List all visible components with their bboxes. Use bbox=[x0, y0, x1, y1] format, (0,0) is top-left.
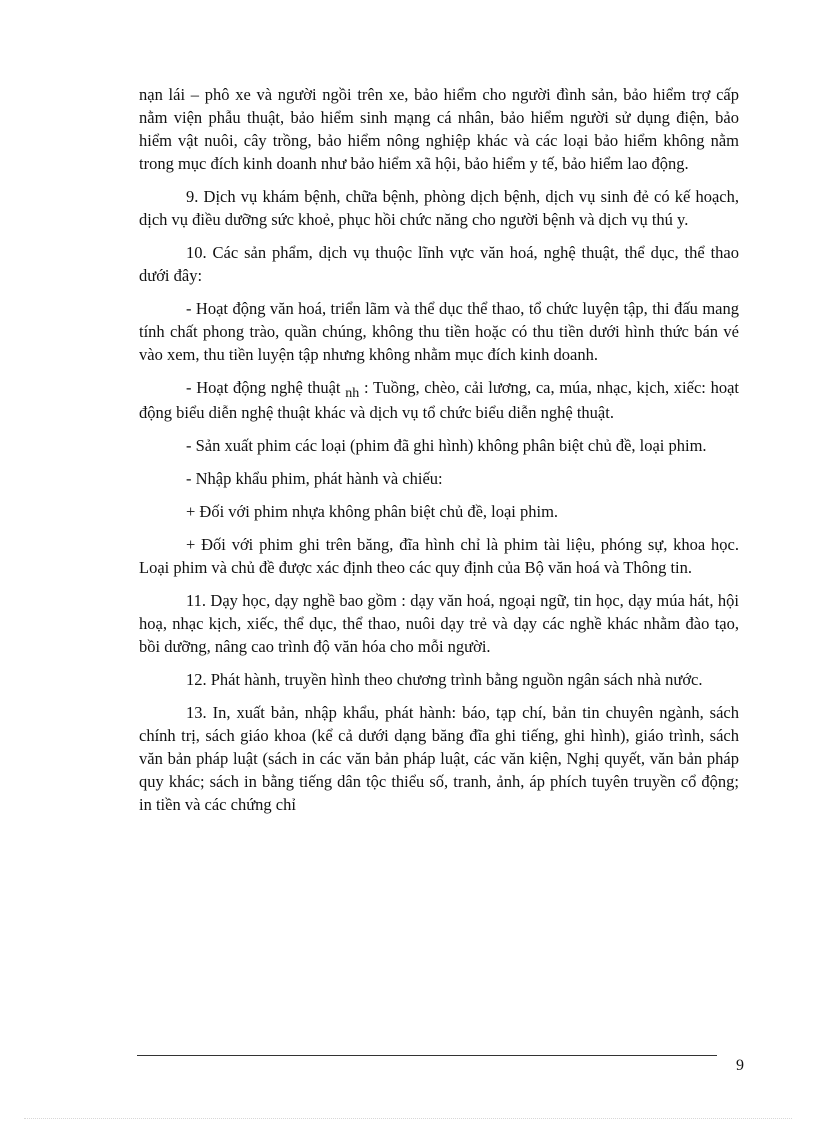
paragraph-plastic-film: + Đối với phim nhựa không phân biệt chủ đề, loại phim. bbox=[186, 502, 559, 521]
paragraph-item-10: 10. Các sản phẩm, dịch vụ thuộc lĩnh vực văn hoá, nghệ thuật, thể dục, thể thao dưới đây: bbox=[139, 243, 739, 285]
paragraph-insurance-continued: nạn lái – phô xe và người ngồi trên xe, bảo hiểm cho người đình sản, bảo hiểm trợ cấp nằm viện phẫu thuật, bảo hiểm sinh mạng cá nhân, bảo hiểm người sử dụng điện, bảo hiểm vật nuôi, cây trồng, bảo hiểm nông nghiệp khác và các loại bảo hiểm không nằm trong mục đích kinh doanh như bảo hiểm xã hội, bảo hiểm y tế, bảo hiểm lao động. bbox=[139, 85, 739, 173]
paragraph-performing-arts bbox=[139, 376, 739, 424]
performing-arts-text-start: - Hoạt động nghệ thuật bbox=[186, 378, 346, 397]
page-bottom-edge bbox=[24, 1118, 792, 1119]
performing-arts-text-end: : Tuồng, chèo, cải lương, ca, múa, nhạc, kịch, xiếc: hoạt động biểu diễn nghệ thuật khác và dịch vụ tổ chức biểu diễn nghệ thuật. bbox=[139, 378, 740, 422]
performing-arts-subscript: nh bbox=[345, 386, 360, 401]
paragraph-item-13: 13. In, xuất bản, nhập khẩu, phát hành: báo, tạp chí, bản tin chuyên ngành, sách chính trị, sách giáo khoa (kể cả dưới dạng băng đĩa ghi tiếng, ghi hình), giáo trình, sách văn bản pháp luật (sách in các văn bản pháp luật, các văn kiện, Nghị quyết, văn bản pháp quy khác; sách in bằng tiếng dân tộc thiểu số, tranh, ảnh, áp phích tuyên truyền cổ động; in tiền và các chứng chỉ bbox=[139, 703, 739, 814]
paragraph-film-production: - Sản xuất phim các loại (phim đã ghi hình) không phân biệt chủ đề, loại phim. bbox=[186, 436, 707, 455]
paragraph-item-9: 9. Dịch vụ khám bệnh, chữa bệnh, phòng dịch bệnh, dịch vụ sinh đẻ có kế hoạch, dịch vụ điều dưỡng sức khoẻ, phục hồi chức năng cho người bệnh và dịch vụ thú y. bbox=[139, 187, 739, 229]
footer-divider bbox=[137, 1055, 717, 1056]
paragraph-film-import: - Nhập khẩu phim, phát hành và chiếu: bbox=[186, 469, 443, 488]
paragraph-tape-disc-film: + Đối với phim ghi trên băng, đĩa hình chỉ là phim tài liệu, phóng sự, khoa học. Loại phim và chủ đề được xác định theo các quy định của Bộ văn hoá và Thông tin. bbox=[139, 535, 739, 577]
paragraph-culture-sports: - Hoạt động văn hoá, triển lãm và thể dục thể thao, tổ chức luyện tập, thi đấu mang tính chất phong trào, quần chúng, không thu tiền hoặc có thu tiền dưới hình thức bán vé vào xem, thu tiền luyện tập nhưng không nhằm mục đích kinh doanh. bbox=[139, 299, 739, 364]
document-body bbox=[139, 83, 739, 826]
paragraph-item-12: 12. Phát hành, truyền hình theo chương trình bằng nguồn ngân sách nhà nước. bbox=[186, 670, 703, 689]
page-number: 9 bbox=[736, 1057, 744, 1074]
paragraph-item-11: 11. Dạy học, dạy nghề bao gồm : dạy văn hoá, ngoại ngữ, tin học, dạy múa hát, hội hoạ, nhạc kịch, xiếc, thể dục, thể thao, nuôi dạy trẻ và dạy các nghề khác nhằm đào tạo, bồi dưỡng, nâng cao trình độ văn hóa cho mỗi người. bbox=[139, 591, 739, 656]
